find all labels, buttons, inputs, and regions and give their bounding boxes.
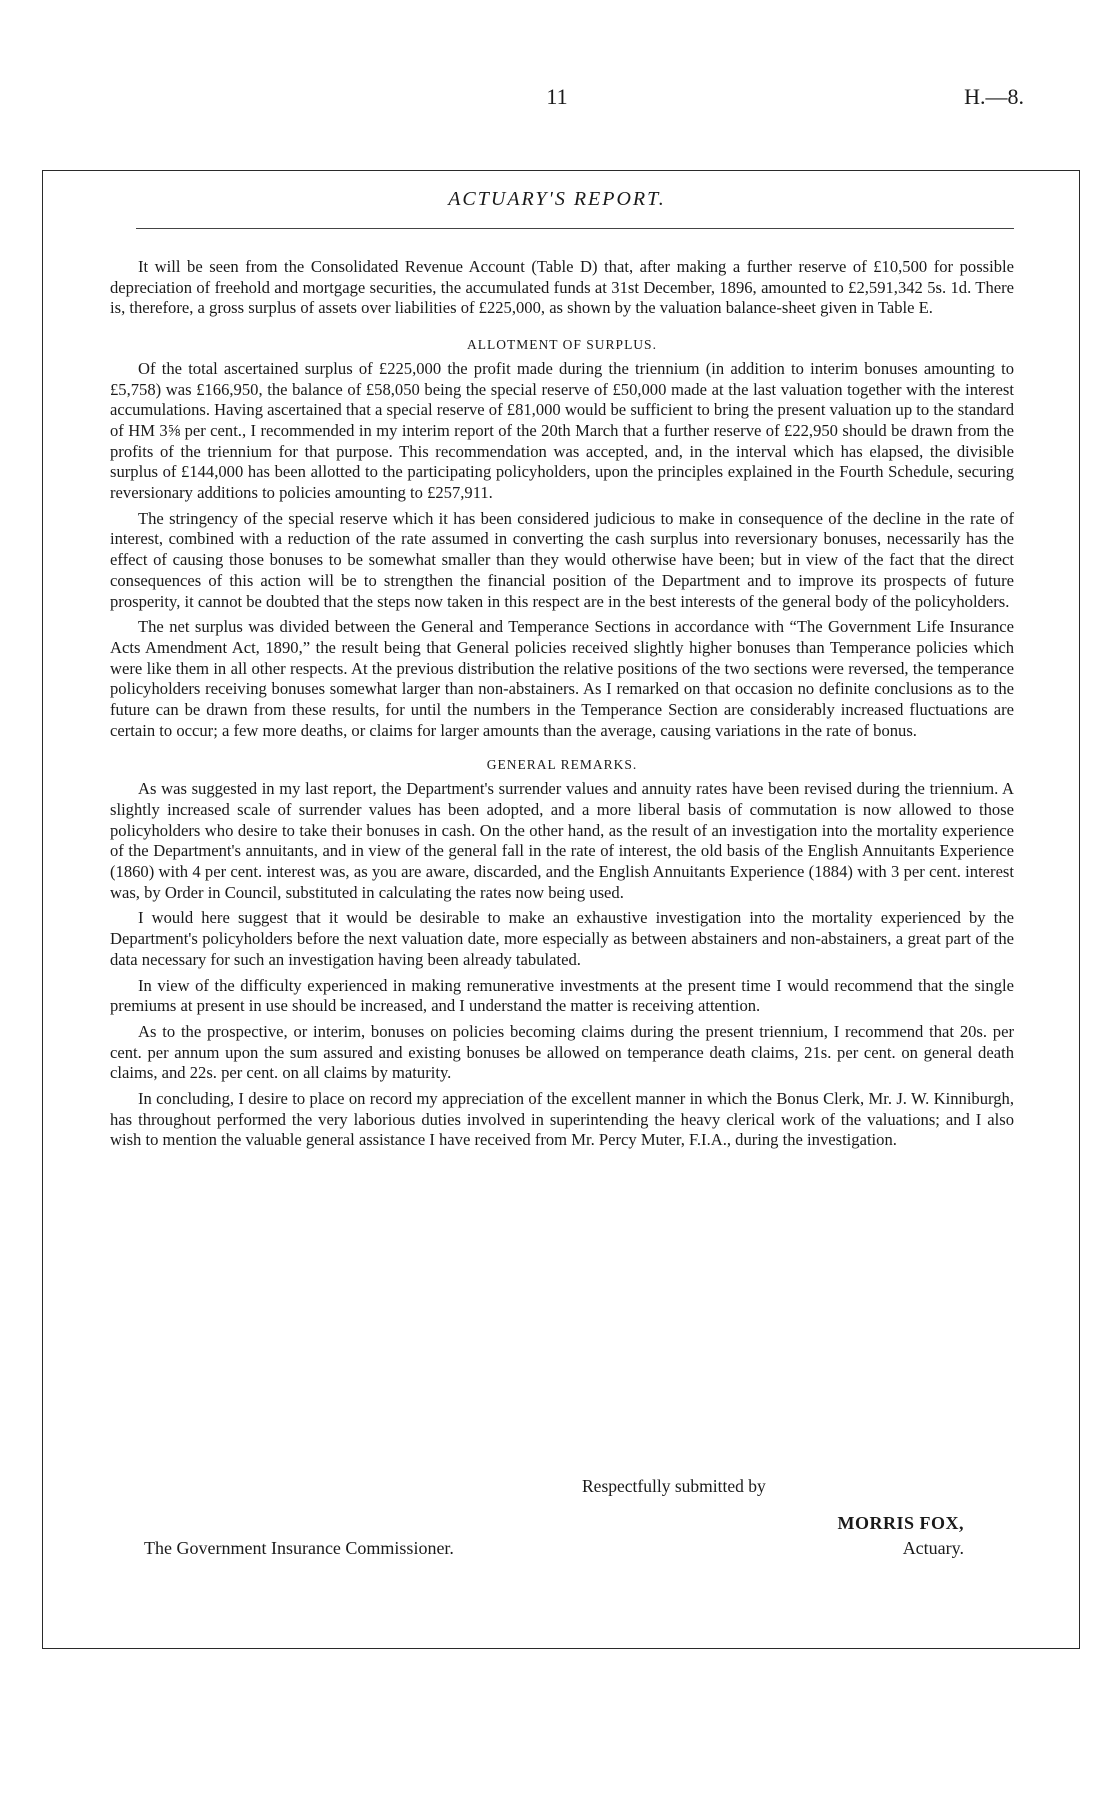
intro-paragraph: It will be seen from the Consolidated Revenue Account (Table D) that, after making a further reserve of £10,500 for possible depreciation of freehold and mortgage securities, the accumulated funds at 31st December, 1896, amounted to £2,591,342 5s. 1d. There is, therefore, a gross surplus of assets over liabilities of £225,000, as shown by the valuation balance-sheet given in Table E. (110, 257, 1014, 318)
page-number: 11 (546, 84, 568, 109)
signatory-role: Actuary. (902, 1538, 964, 1558)
allotment-paragraph-2: The stringency of the special reserve which it has been considered judicious to make in consequence of the decline in the rate of interest, combined with a reduction of the rate assumed in converting the cash surplus into reversionary bonuses, necessarily has the effect of causing those bonuses to be somewhat smaller than they would otherwise have been; but in view of the fact that the direct consequences of this action will be to strengthen the financial position of the Department and to improve its prospects of future prosperity, it cannot be doubted that the steps now taken in this respect are in the best interests of the general body of the policyholders. (110, 508, 1014, 611)
document-reference: H.—8. (964, 84, 1024, 109)
allotment-heading: ALLOTMENT OF SURPLUS. (467, 337, 657, 353)
signoff-line: Respectfully submitted by (582, 1476, 766, 1496)
general-remarks-paragraph-3: In view of the difficulty experienced in making remunerative investments at the present time I would recommend that the single premiums at present in use should be increased, and I understand the matter is receiving attention. (110, 975, 1014, 1016)
general-remarks-paragraph-5: In concluding, I desire to place on record my appreciation of the excellent manner in which the Bonus Clerk, Mr. J. W. Kinniburgh, has throughout performed the very laborious duties involved in superintending the heavy clerical work of the valuations; and I also wish to mention the valuable general assistance I have received from Mr. Percy Muter, F.I.A., during the investigation. (110, 1089, 1014, 1150)
addressee: The Government Insurance Commissioner. (144, 1538, 454, 1558)
title-divider (136, 228, 1014, 229)
report-body (110, 257, 1014, 1156)
allotment-paragraph-1: Of the total ascertained surplus of £225,000 the profit made during the triennium (in addition to interim bonuses amounting to £5,758) was £166,950, the balance of £58,050 being the special reserve of £50,000 made at the last valuation together with the interest accumulations. Having ascertained that a special reserve of £81,000 would be sufficient to bring the present valuation up to the standard of HM 3⅝ per cent., I recommended in my interim report of the 20th March that a further reserve of £22,950 should be drawn from the profits of the triennium for that purpose. This recommendation was accepted, and, in the interval which has elapsed, the divisible surplus of £144,000 has been allotted to the participating policyholders, upon the principles explained in the Fourth Schedule, securing reversionary additions to policies amounting to £257,911. (110, 358, 1014, 503)
general-remarks-paragraph-1: As was suggested in my last report, the Department's surrender values and annuity rates have been revised during the triennium. A slightly increased scale of surrender values has been adopted, and a more liberal basis of commutation is now allowed to those policyholders who desire to take their bonuses in cash. On the other hand, as the result of an investigation into the mortality experience of the Department's annuitants, and in view of the general fall in the rate of interest, the old basis of the English Annuitants Experience (1860) with 4 per cent. interest was, as you are aware, discarded, and the English Annuitants Experience (1884) with 3 per cent. interest was, by Order in Council, substituted in calculating the rates now being used. (110, 779, 1014, 902)
general-remarks-heading: GENERAL REMARKS. (486, 757, 638, 773)
report-title: ACTUARY'S REPORT. (448, 188, 666, 210)
general-remarks-paragraph-2: I would here suggest that it would be desirable to make an exhaustive investigation into the mortality experienced by the Department's policyholders before the next valuation date, more especially as between abstainers and non-abstainers, a great part of the data necessary for such an investigation having been already tabulated. (110, 908, 1014, 969)
signatory-name: MORRIS FOX, (837, 1513, 964, 1533)
allotment-paragraph-3: The net surplus was divided between the General and Temperance Sections in accordance with “The Government Life Insurance Acts Amendment Act, 1890,” the result being that General policies received slightly higher bonuses than Temperance policies which were like them in all other respects. At the previous distribution the relative positions of the two sections were reversed, the temperance policyholders receiving bonuses somewhat larger than non-abstainers. As I remarked on that occasion no definite conclusions as to the future can be drawn from these results, for until the numbers in the Temperance Section are considerably increased fluctuations are certain to occur; a few more deaths, or claims for larger amounts than the average, causing variations in the rate of bonus. (110, 617, 1014, 740)
general-remarks-paragraph-4: As to the prospective, or interim, bonuses on policies becoming claims during the present triennium, I recommend that 20s. per cent. per annum upon the sum assured and existing bonuses be allowed on temperance death claims, 21s. per cent. on general death claims, and 22s. per cent. on all claims by maturity. (110, 1021, 1014, 1083)
